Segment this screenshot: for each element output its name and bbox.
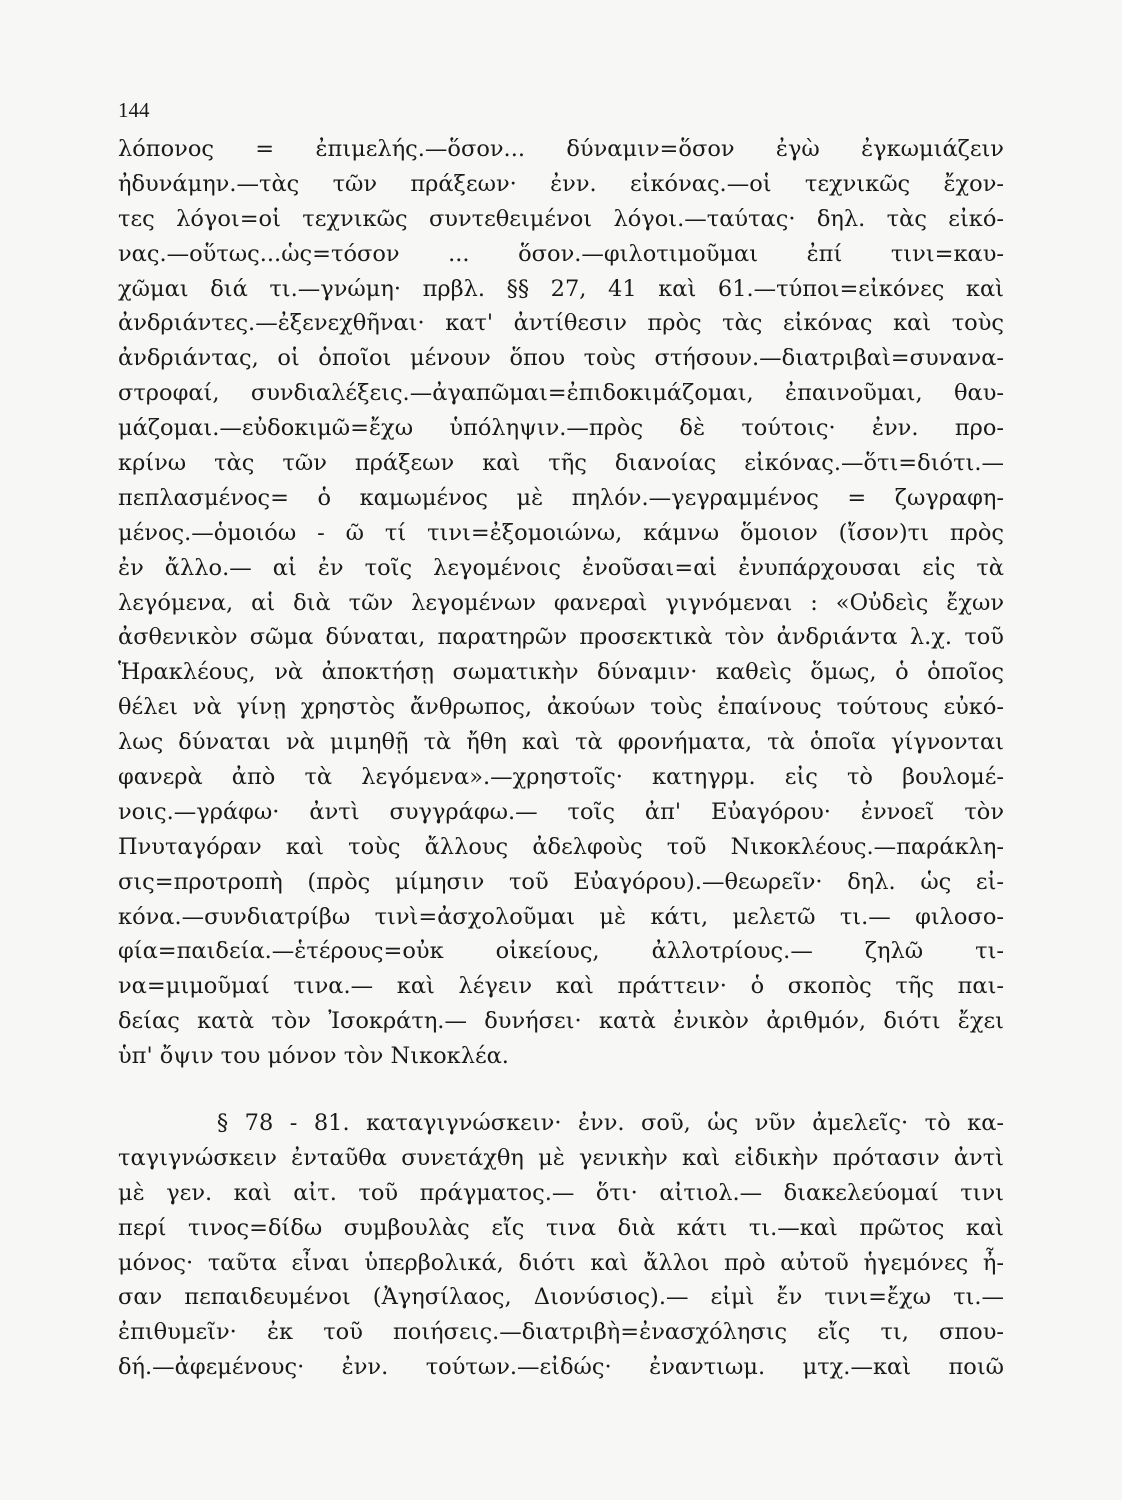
page-number: 144 <box>118 98 150 122</box>
text-line: ἀσθενικὸν σῶμα δύναται, παρατηρῶν προσεκτικὰ τὸν ἀνδριάντα λ.χ. τοῦ <box>118 624 1004 651</box>
text-line: δείας κατὰ τὸν Ἰσοκράτη.— δυνήσει· κατὰ ἐνικὸν ἀριθμόν, διότι ἔχει <box>118 1008 1004 1035</box>
text-line: μένος.—ὁμοιόω - ῶ τί τινι=ἐξομοιώνω, κάμνω ὅμοιον (ἴσον)τι πρὸς <box>118 519 1004 546</box>
text-line: ἐπιθυμεῖν· ἐκ τοῦ ποιήσεις.—διατριβὴ=ἐνασχόλησις εἴς τι, σπου- <box>118 1319 1004 1346</box>
text-line: κόνα.—συνδιατρίβω τινὶ=ἀσχολοῦμαι μὲ κάτι, μελετῶ τι.— φιλοσο- <box>118 903 1004 930</box>
text-line: σις=προτροπὴ (πρὸς μίμησιν τοῦ Εὐαγόρου).—θεωρεῖν· δηλ. ὡς εἰ- <box>118 868 1004 895</box>
text-line: ταγιγνώσκειν ἐνταῦθα συνετάχθη μὲ γενικὴν καὶ εἰδικὴν πρότασιν ἀντὶ <box>118 1144 1004 1171</box>
text-line: Πνυταγόραν καὶ τοὺς ἄλλους ἀδελφοὺς τοῦ Νικοκλέους.—παράκλη- <box>118 833 1004 860</box>
text-line: νας.—οὕτως...ὡς=τόσον ... ὅσον.—φιλοτιμοῦμαι ἐπί τινι=καυ- <box>118 240 1004 267</box>
text-line: λόπονος = ἐπιμελής.—ὅσον... δύναμιν=ὅσον ἐγὼ ἐγκωμιάζειν <box>118 136 1004 162</box>
text-line: φανερὰ ἀπὸ τὰ λεγόμενα».—χρηστοῖς· κατηγρμ. εἰς τὸ βουλομέ- <box>118 764 1004 791</box>
text-line: δή.—ἀφεμένους· ἐνν. τούτων.—εἰδώς· ἐναντιωμ. μτχ.—καὶ ποιῶ <box>118 1354 1004 1381</box>
paragraph-1 <box>118 132 1004 1074</box>
text-line: μόνος· ταῦτα εἶναι ὑπερβολικά, διότι καὶ ἄλλοι πρὸ αὐτοῦ ἡγεμόνες ἦ- <box>118 1249 1004 1276</box>
text-line: ἀνδριάντες.—ἐξενεχθῆναι· κατ' ἀντίθεσιν πρὸς τὰς εἰκόνας καὶ τοὺς <box>118 310 1004 337</box>
text-line: κρίνω τὰς τῶν πράξεων καὶ τῆς διανοίας εἰκόνας.—ὅτι=διότι.— <box>118 450 1004 477</box>
text-line: χῶμαι διά τι.—γνώμη· πρβλ. §§ 27, 41 καὶ 61.—τύποι=εἰκόνες καὶ <box>118 275 1004 302</box>
text-line: ἐν ἄλλο.— αἱ ἐν τοῖς λεγομένοις ἐνοῦσαι=αἱ ἐνυπάρχουσαι εἰς τὰ <box>118 554 1004 581</box>
text-line: μὲ γεν. καὶ αἰτ. τοῦ πράγματος.— ὅτι· αἰτιολ.— διακελεύομαί τινι <box>118 1179 1004 1206</box>
text-line: στροφαί, συνδιαλέξεις.—ἀγαπῶμαι=ἐπιδοκιμάζομαι, ἐπαινοῦμαι, θαυ- <box>118 380 1004 407</box>
text-line: να=μιμοῦμαί τινα.— καὶ λέγειν καὶ πράττειν· ὁ σκοπὸς τῆς παι- <box>118 973 1004 1000</box>
text-line: τες λόγοι=οἱ τεχνικῶς συντεθειμένοι λόγοι.—ταύτας· δηλ. τὰς εἰκό- <box>118 205 1004 232</box>
text-line: Ἡρακλέους, νὰ ἀποκτήσῃ σωματικὴν δύναμιν· καθεὶς ὅμως, ὁ ὁποῖος <box>118 659 1004 686</box>
text-line: § 78 - 81. καταγιγνώσκειν· ἐνν. σοῦ, ὡς νῦν ἀμελεῖς· τὸ κα- <box>118 1110 1004 1136</box>
text-line: ἠδυνάμην.—τὰς τῶν πράξεων· ἐνν. εἰκόνας.—οἱ τεχνικῶς ἔχον- <box>118 170 1004 197</box>
paragraph-2 <box>118 1106 1004 1385</box>
text-line: λως δύναται νὰ μιμηθῇ τὰ ἤθη καὶ τὰ φρονήματα, τὰ ὁποῖα γίγνονται <box>118 729 1004 756</box>
text-line: ὑπ' ὄψιν του μόνον τὸν Νικοκλέα. <box>118 1043 509 1070</box>
text-line: λεγόμενα, αἱ διὰ τῶν λεγομένων φανεραὶ γιγνόμεναι : «Οὐδεὶς ἔχων <box>118 589 1004 616</box>
text-line: σαν πεπαιδευμένοι (Ἀγησίλαος, Διονύσιος).— εἰμὶ ἔν τινι=ἔχω τι.— <box>118 1284 1004 1311</box>
text-line: ἀνδριάντας, οἱ ὁποῖοι μένουν ὅπου τοὺς στήσουν.—διατριβαὶ=συνανα- <box>118 345 1004 372</box>
text-line: μάζομαι.—εὐδοκιμῶ=ἔχω ὑπόληψιν.—πρὸς δὲ τούτοις· ἐνν. προ- <box>118 415 1004 442</box>
text-line: νοις.—γράφω· ἀντὶ συγγράφω.— τοῖς ἀπ' Εὐαγόρου· ἐννοεῖ τὸν <box>118 798 1004 825</box>
text-line: πεπλασμένος= ὁ καμωμένος μὲ πηλόν.—γεγραμμένος = ζωγραφη- <box>118 484 1004 511</box>
text-line: περί τινος=δίδω συμβουλὰς εἴς τινα διὰ κάτι τι.—καὶ πρῶτος καὶ <box>118 1214 1004 1241</box>
text-line: φία=παιδεία.—ἑτέρους=οὐκ οἰκείους, ἀλλοτρίους.— ζηλῶ τι- <box>118 938 1004 965</box>
text-line: θέλει νὰ γίνῃ χρηστὸς ἄνθρωπος, ἀκούων τοὺς ἐπαίνους τούτους εὐκό- <box>118 694 1004 721</box>
